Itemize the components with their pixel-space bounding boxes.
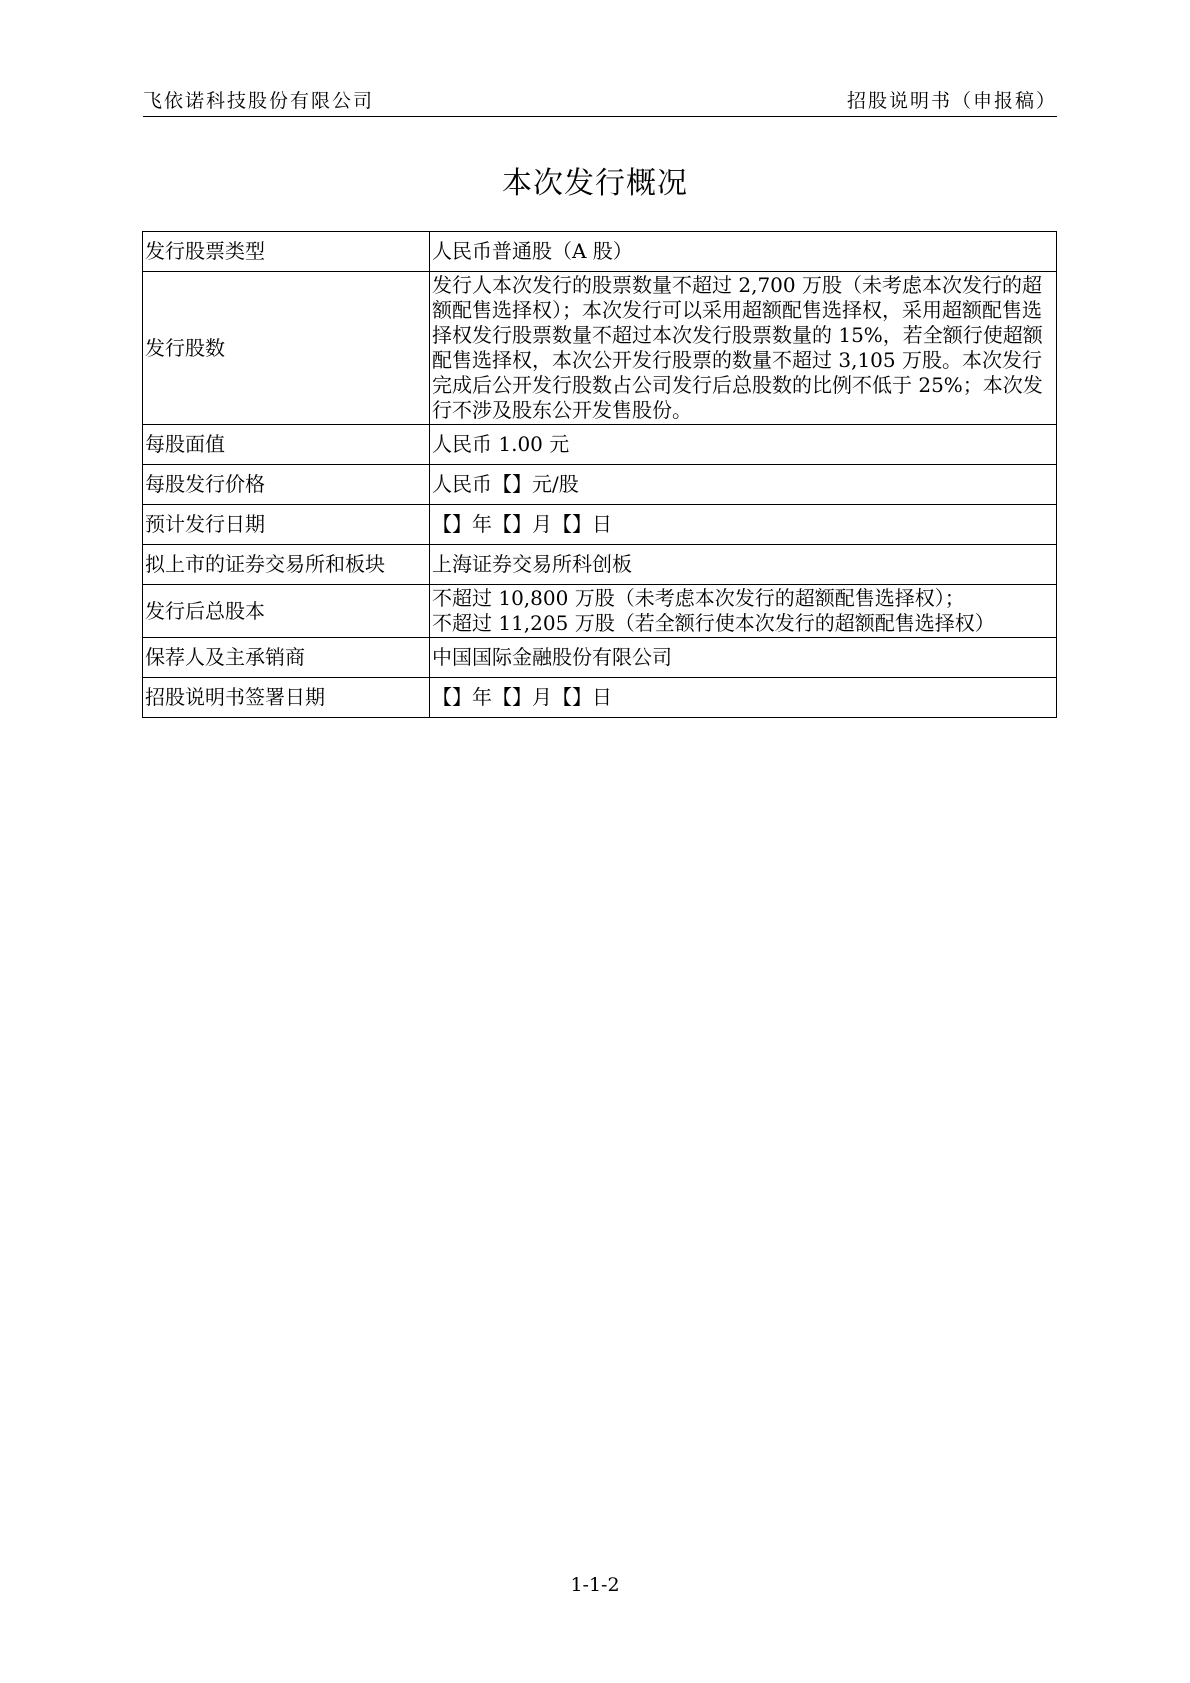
document-type: 招股说明书（申报稿） bbox=[846, 90, 1057, 112]
table-row bbox=[143, 272, 1057, 425]
row-label: 发行后总股本 bbox=[143, 585, 430, 638]
value-line: 不超过 10,800 万股（未考虑本次发行的超额配售选择权）； bbox=[432, 586, 965, 610]
table-row bbox=[143, 585, 1057, 638]
row-value: 【】年【】月【】日 bbox=[430, 505, 1057, 545]
row-value: 发行人本次发行的股票数量不超过 2,700 万股（未考虑本次发行的超额配售选择权）；本次发行可以采用超额配售选择权，采用超额配售选择权发行股票数量不超过本次发行股票数量的 15%，若全额行使超额配售选择权，本次公开发行股票的数量不超过 3,105 万股。本次发行完成后公开发行股数占公司发行后总股数的比例不低于 25%；本次发行不涉及股东公开发售股份。 bbox=[430, 272, 1057, 425]
row-label: 发行股票类型 bbox=[143, 232, 430, 272]
row-value: 人民币普通股（A 股） bbox=[430, 232, 1057, 272]
row-value: 人民币【】元/股 bbox=[430, 465, 1057, 505]
table-row bbox=[143, 465, 1057, 505]
table-row bbox=[143, 232, 1057, 272]
table-row bbox=[143, 545, 1057, 585]
page-number: 1-1-2 bbox=[570, 1574, 620, 1596]
table-row bbox=[143, 505, 1057, 545]
company-name: 飞依诺科技股份有限公司 bbox=[143, 90, 375, 112]
row-label: 招股说明书签署日期 bbox=[143, 678, 430, 718]
page-header bbox=[143, 86, 1057, 117]
offering-overview-table bbox=[142, 231, 1057, 718]
page-title: 本次发行概况 bbox=[502, 166, 688, 201]
table-row bbox=[143, 678, 1057, 718]
row-label: 预计发行日期 bbox=[143, 505, 430, 545]
row-value: 中国国际金融股份有限公司 bbox=[430, 638, 1057, 678]
row-value: 上海证券交易所科创板 bbox=[430, 545, 1057, 585]
row-label: 每股面值 bbox=[143, 425, 430, 465]
row-value: 人民币 1.00 元 bbox=[430, 425, 1057, 465]
table-row bbox=[143, 638, 1057, 678]
value-line: 不超过 11,205 万股（若全额行使本次发行的超额配售选择权） bbox=[432, 611, 995, 635]
row-label: 拟上市的证券交易所和板块 bbox=[143, 545, 430, 585]
row-label: 保荐人及主承销商 bbox=[143, 638, 430, 678]
row-label: 每股发行价格 bbox=[143, 465, 430, 505]
row-label: 发行股数 bbox=[143, 272, 430, 425]
table-row bbox=[143, 425, 1057, 465]
row-value: 【】年【】月【】日 bbox=[430, 678, 1057, 718]
row-value bbox=[430, 585, 1057, 638]
